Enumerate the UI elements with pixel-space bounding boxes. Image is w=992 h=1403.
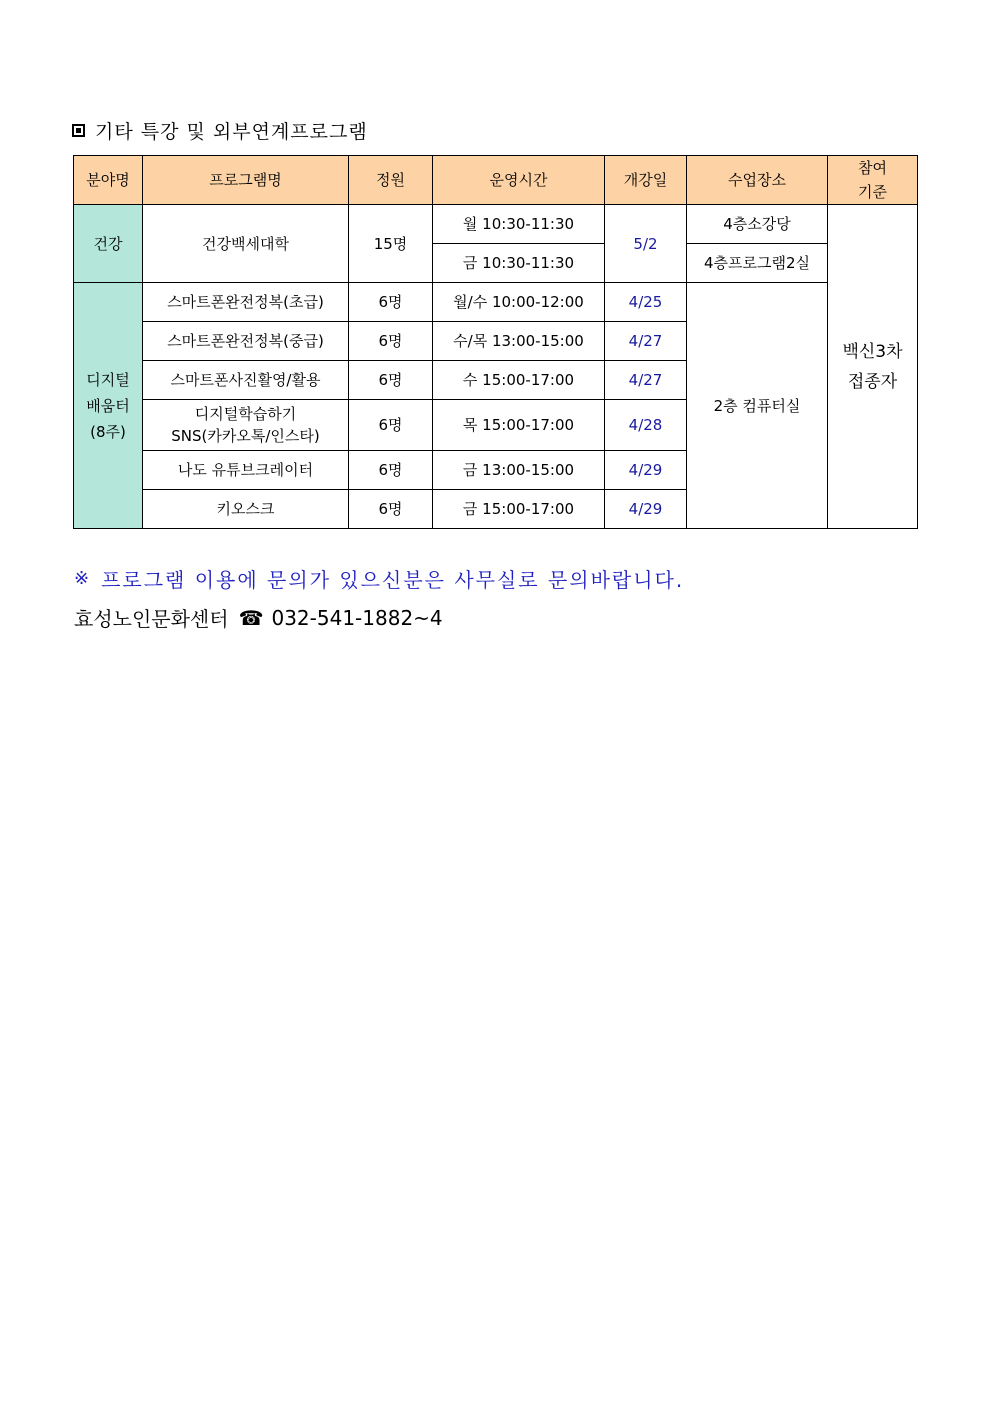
capacity-cell: 6명 (349, 400, 433, 451)
inquiry-notice (74, 564, 684, 593)
location-cell: 4층프로그램2실 (687, 244, 828, 283)
time-cell: 목 15:00-17:00 (433, 400, 605, 451)
time-cell: 금 10:30-11:30 (433, 244, 605, 283)
start-date-cell: 4/27 (605, 322, 687, 361)
section-title (72, 116, 368, 144)
start-date-cell: 4/28 (605, 400, 687, 451)
header-eligibility: 참여 기준 (828, 156, 918, 205)
category-line: 배움터 (86, 396, 130, 415)
capacity-cell: 6명 (349, 322, 433, 361)
category-line: 디지털 (86, 370, 130, 389)
capacity-cell: 6명 (349, 283, 433, 322)
time-cell: 금 15:00-17:00 (433, 490, 605, 529)
contact-line (74, 603, 443, 632)
program-cell: 스마트폰완전정복(초급) (143, 283, 349, 322)
time-cell: 월 10:30-11:30 (433, 205, 605, 244)
eligibility-line: 백신3차 (842, 341, 903, 362)
location-cell: 4층소강당 (687, 205, 828, 244)
reference-mark-icon: ※ (74, 568, 92, 589)
eligibility-line: 접종자 (847, 371, 898, 392)
program-line: SNS(카카오톡/인스타) (171, 427, 320, 445)
header-location: 수업장소 (687, 156, 828, 205)
table-row (74, 205, 918, 244)
header-start-date: 개강일 (605, 156, 687, 205)
header-program: 프로그램명 (143, 156, 349, 205)
table-row (74, 283, 918, 322)
location-cell: 2층 컴퓨터실 (687, 283, 828, 529)
capacity-cell: 6명 (349, 361, 433, 400)
organization-name: 효성노인문화센터 (74, 607, 229, 631)
notice-text: 프로그램 이용에 문의가 있으신분은 사무실로 문의바랍니다. (101, 568, 685, 592)
start-date-cell: 4/29 (605, 451, 687, 490)
program-table (73, 155, 918, 529)
start-date-cell: 4/25 (605, 283, 687, 322)
program-cell: 키오스크 (143, 490, 349, 529)
category-health: 건강 (74, 205, 143, 283)
program-cell: 스마트폰사진활영/활용 (143, 361, 349, 400)
program-line: 디지털학습하기 (194, 405, 297, 423)
program-cell: 건강백세대학 (143, 205, 349, 283)
start-date-cell: 4/29 (605, 490, 687, 529)
start-date-cell: 5/2 (605, 205, 687, 283)
header-time: 운영시간 (433, 156, 605, 205)
category-line: (8주) (90, 422, 126, 441)
header-capacity: 정원 (349, 156, 433, 205)
phone-icon: ☎ (238, 605, 264, 630)
section-title-text: 기타 특강 및 외부연계프로그램 (95, 120, 368, 143)
time-cell: 수/목 13:00-15:00 (433, 322, 605, 361)
time-cell: 금 13:00-15:00 (433, 451, 605, 490)
table-header-row (74, 156, 918, 205)
program-cell (143, 400, 349, 451)
start-date-cell: 4/27 (605, 361, 687, 400)
time-cell: 수 15:00-17:00 (433, 361, 605, 400)
category-digital (74, 283, 143, 529)
time-cell: 월/수 10:00-12:00 (433, 283, 605, 322)
eligibility-cell (828, 205, 918, 529)
capacity-cell: 6명 (349, 490, 433, 529)
program-cell: 나도 유튜브크레이터 (143, 451, 349, 490)
header-category: 분야명 (74, 156, 143, 205)
phone-number: 032-541-1882~4 (271, 605, 443, 630)
square-bullet-icon (72, 124, 85, 137)
capacity-cell: 15명 (349, 205, 433, 283)
capacity-cell: 6명 (349, 451, 433, 490)
program-cell: 스마트폰완전정복(중급) (143, 322, 349, 361)
